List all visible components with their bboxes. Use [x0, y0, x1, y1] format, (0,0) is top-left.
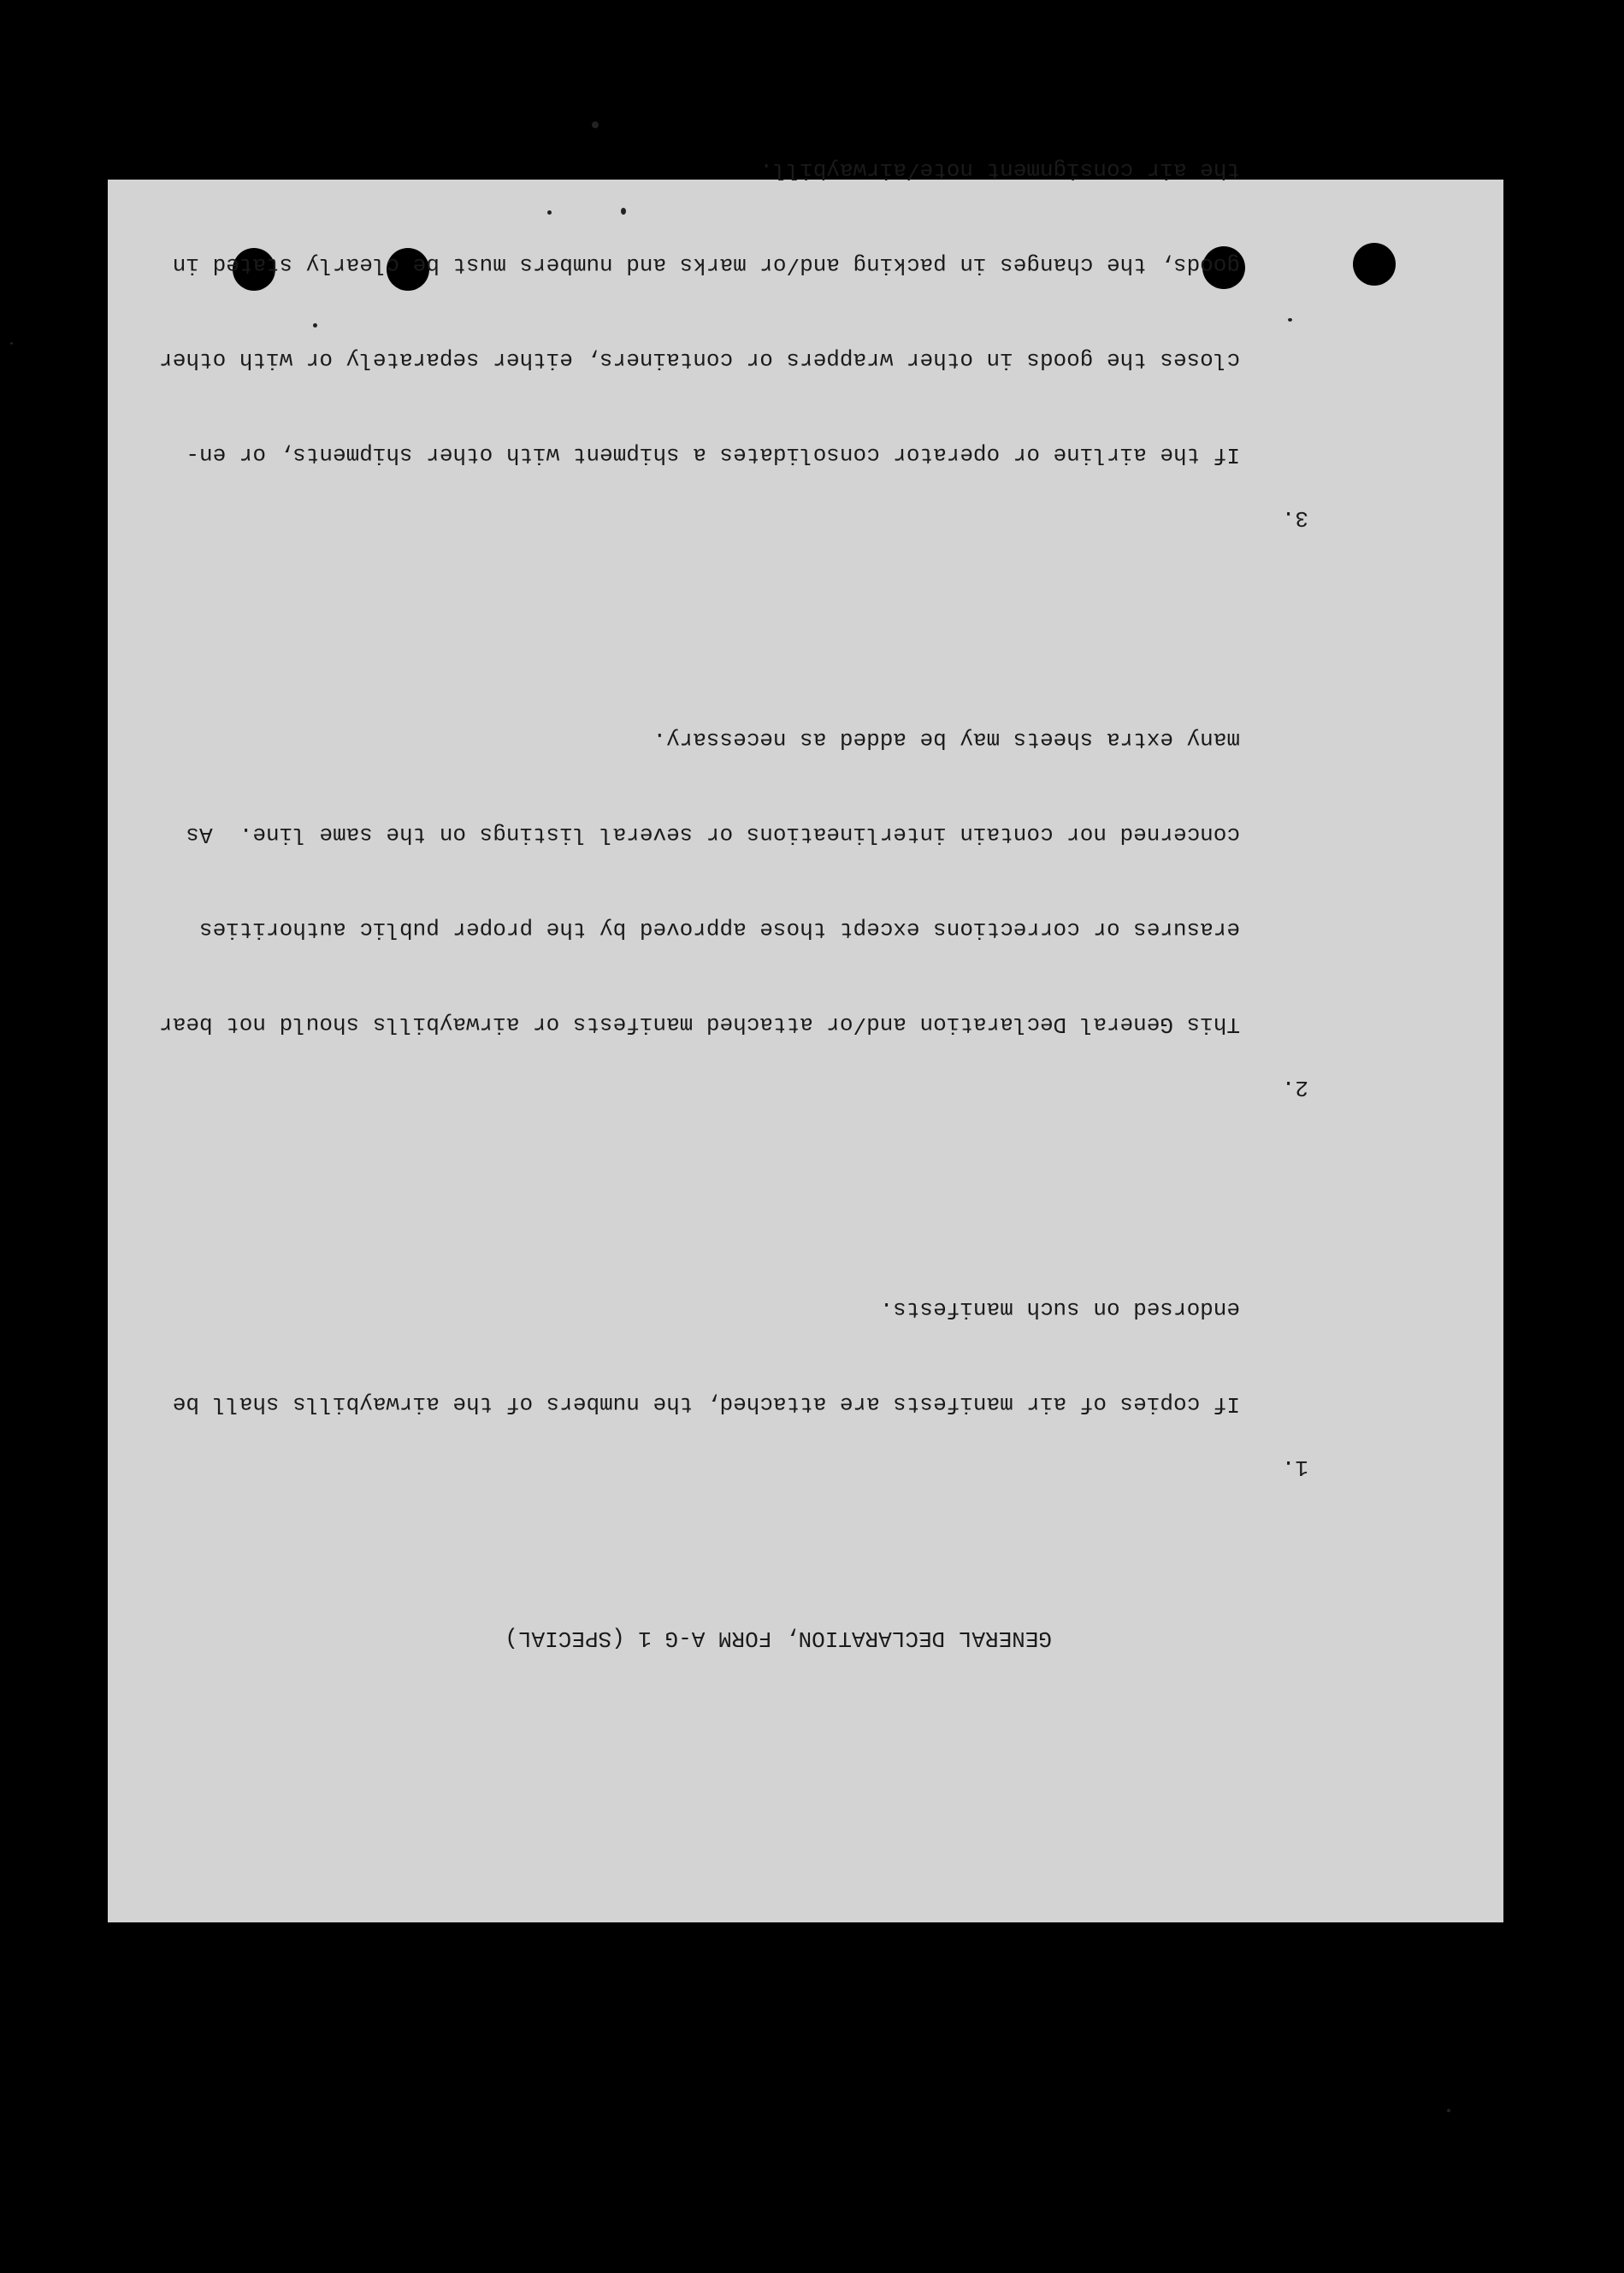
item-line: many extra sheets may be added as necessary.: [653, 727, 1240, 753]
item-line: concerned nor contain interlineations or several listings on the same line. As: [186, 822, 1240, 847]
document-text: [159, 0, 1308, 1717]
list-item: [159, 660, 1308, 1103]
item-number: 3.: [1281, 505, 1308, 531]
item-line: goods, the changes in packing and/or marks and numbers must be clearly stated in: [172, 252, 1240, 278]
dust-speck: [10, 342, 13, 345]
document-title: GENERAL DECLARATION, FORM A-G 1 (SPECIAL): [505, 1626, 1052, 1651]
item-line: This General Declaration and/or attached manifests or airwaybills should not bear: [159, 1012, 1240, 1037]
dust-speck: [1447, 2109, 1450, 2112]
list-item: [172, 1230, 1308, 1483]
item-line: erasures or corrections except those approved by the proper public authorities: [199, 917, 1240, 942]
document-page: [108, 157, 1503, 1922]
item-line: endorsed on such manifests.: [879, 1296, 1240, 1322]
item-line: If copies of air manifests are attached, the numbers of the airwaybills shall be: [172, 1391, 1240, 1417]
item-line: the air consignment note/airwaybill.: [759, 157, 1240, 183]
list-item: [159, 91, 1308, 534]
item-number: 1.: [1281, 1455, 1308, 1480]
item-line: If the airline or operator consolidates a shipment with other shipments, or en-: [186, 442, 1240, 468]
item-line: closes the goods in other wrappers or containers, either separately or with other: [159, 347, 1240, 373]
item-number: 2.: [1281, 1075, 1308, 1101]
rotated-content: [108, 157, 1503, 1922]
